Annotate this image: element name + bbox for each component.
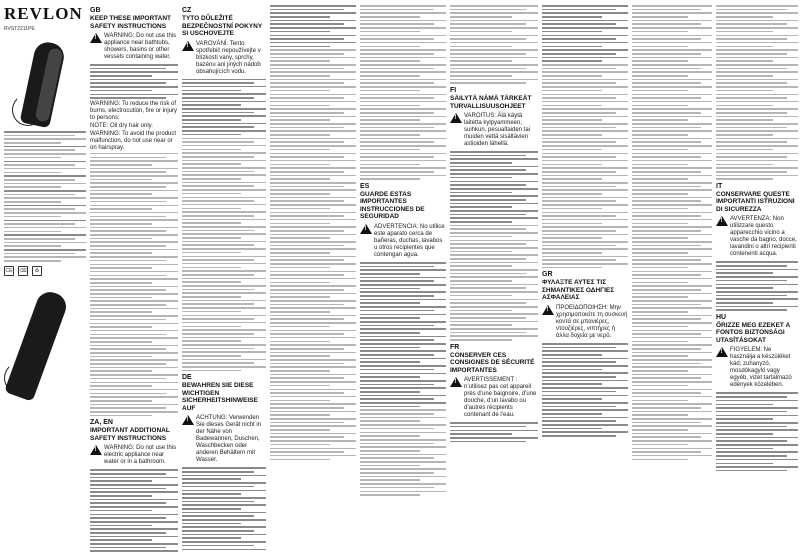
body-text bbox=[632, 5, 712, 460]
section-heading: KEEP THESE IMPORTANT SAFETY INSTRUCTIONS bbox=[90, 15, 172, 30]
weee-bin-icon: ⌫ bbox=[19, 267, 27, 274]
warning-text: WARNING: Do not use this appliance near bathtubs, showers, basins or other vessels containing water. bbox=[104, 33, 177, 60]
warning-text: FIGYELEM: Ne használja a készüléket kád, zuhanyzó, mosdókagyló vagy egyéb, vizet tartalmazó edények közelében. bbox=[730, 347, 792, 389]
warning-triangle-icon bbox=[716, 347, 728, 357]
language-code: HU bbox=[716, 313, 727, 321]
recycle-icon: ♻ bbox=[32, 266, 42, 276]
cord-illustration bbox=[12, 94, 44, 126]
warning-block bbox=[542, 304, 628, 341]
warning-block bbox=[716, 346, 798, 390]
section-heading: BEWAHREN SIE DIESE WICHTIGEN SICHERHEITSHINWEISE AUF bbox=[182, 382, 258, 412]
section-heading: TYTO DŮLEŽITÉ BEZPEČNOSTNÍ POKYNY SI USCHOVEJTE bbox=[182, 15, 263, 37]
section-heading: ŐRIZZE MEG EZEKET A FONTOS BIZTONSÁGI UTASÍTÁSOKAT bbox=[716, 321, 790, 344]
note-text: NOTE: Oil dry hair only. bbox=[90, 122, 153, 129]
product-illustration bbox=[4, 38, 86, 130]
warning-text: WARNING: To avoid the product malfunction, do not use near or on hairspray. bbox=[90, 130, 177, 151]
language-code: DE bbox=[182, 374, 192, 382]
warning-text: ΠΡΟΕΙΔΟΠΟΙΗΣΗ: Μην χρησιμοποιείτε τη συσκευή κοντά σε μπανιέρες, ντουζιέρες, νιπτήρες ή άλλα δοχεία με νερό. bbox=[556, 304, 628, 339]
warning-triangle-icon bbox=[450, 377, 462, 387]
language-code: FI bbox=[450, 87, 457, 95]
cord-illustration-2 bbox=[4, 362, 36, 394]
language-code: ZA, EN bbox=[90, 419, 113, 427]
warning-triangle-icon bbox=[182, 415, 194, 425]
warning-text: WARNING: To reduce the risk of burns, electrocution, fire or injury to persons: bbox=[90, 100, 178, 121]
warning-block bbox=[182, 414, 266, 465]
model-number: RVST2211PE bbox=[4, 26, 35, 32]
warning-triangle-icon bbox=[182, 41, 194, 51]
column-de-continued bbox=[270, 4, 356, 552]
warning-block bbox=[450, 112, 538, 149]
body-text bbox=[716, 5, 798, 180]
body-text bbox=[716, 261, 798, 311]
warning-text: VAROITUS: Älä käytä laitetta kylpyammeen, suihkun, pesualtaiden tai muiden vettä sisältävien astioiden lähellä. bbox=[464, 113, 531, 148]
body-text bbox=[182, 79, 266, 372]
ce-mark-icon: CE bbox=[5, 267, 13, 274]
warning-triangle-icon bbox=[90, 445, 102, 455]
language-code: IT bbox=[716, 182, 723, 190]
warning-block bbox=[360, 223, 446, 260]
warning-triangle-icon bbox=[542, 305, 554, 315]
section-heading: CONSERVER CES CONSIGNES DE SÉCURITÉ IMPORTANTES bbox=[450, 351, 535, 374]
body-text bbox=[90, 64, 178, 99]
body-text bbox=[542, 5, 628, 268]
model-text-block bbox=[4, 131, 86, 262]
body-text bbox=[270, 5, 356, 460]
column-hu-it bbox=[716, 4, 798, 552]
warning-block bbox=[716, 215, 798, 259]
section-heading: CONSERVARE QUESTE IMPORTANTI ISTRUZIONI DI SICUREZZA bbox=[716, 190, 795, 213]
warning-block bbox=[182, 40, 266, 77]
column-es bbox=[360, 4, 446, 552]
body-text bbox=[90, 469, 178, 552]
warning-text: VAROVÁNÍ: Tento spotřebič nepoužívejte v blízkosti vany, sprchy, bazénu ani jiných nádob obsahujících vodu. bbox=[196, 40, 261, 75]
warning-block bbox=[450, 376, 538, 420]
body-text bbox=[360, 5, 446, 180]
warning-text: AVERTISSEMENT : n’utilisez pas cet appareil près d’une baignoire, d’une douche, d’un lavabo ou d’autres récipients contenant de l’eau. bbox=[464, 377, 537, 419]
section-heading: ΦΥΛΑΞΤΕ ΑΥΤΕΣ ΤΙΣ ΣΗΜΑΝΤΙΚΕΣ ΟΔΗΓΙΕΣ ΑΣΦΑΛΕΙΑΣ bbox=[542, 279, 615, 302]
column-fr-gr bbox=[542, 4, 628, 552]
brand-logo: REVLON bbox=[4, 4, 83, 23]
section-heading: SÄILYTÄ NÄMÄ TÄRKEÄT TURVALLISUUSOHJEET bbox=[450, 95, 532, 110]
warning-text: AVVERTENZA: Non utilizzare questo apparecchio vicino a vasche da bagno, docce, lavandini o altri recipienti contenenti acqua. bbox=[730, 216, 797, 258]
section-heading: IMPORTANT ADDITIONAL SAFETY INSTRUCTIONS bbox=[90, 427, 170, 442]
warning-block bbox=[90, 32, 178, 62]
warning-triangle-icon bbox=[716, 216, 728, 226]
body-text bbox=[360, 262, 446, 496]
language-code: FR bbox=[450, 343, 460, 351]
cover-column bbox=[4, 4, 86, 552]
body-text bbox=[90, 153, 178, 416]
language-code: GB bbox=[90, 7, 101, 14]
warning-text: ACHTUNG: Verwenden Sie dieses Gerät nicht in der Nähe von Badewannen, Duschen, Waschbecken oder anderen Behältern mit Wasser. bbox=[196, 415, 262, 464]
product-illustration-2 bbox=[4, 282, 86, 402]
body-text bbox=[542, 343, 628, 437]
body-text bbox=[450, 422, 538, 442]
certification-icons bbox=[4, 266, 86, 276]
warning-triangle-icon bbox=[90, 33, 102, 43]
warning-text: WARNING: Do not use this electric appliance near water or in a bathroom. bbox=[104, 445, 177, 466]
column-gr-continued bbox=[632, 4, 712, 552]
column-cz-de bbox=[182, 4, 266, 552]
warning-triangle-icon bbox=[450, 113, 462, 123]
body-text bbox=[182, 467, 266, 552]
column-fi-fr bbox=[450, 4, 538, 552]
warning-block bbox=[90, 444, 178, 467]
body-text bbox=[450, 5, 538, 84]
language-code: ES bbox=[360, 182, 370, 190]
warning-triangle-icon bbox=[360, 224, 372, 234]
body-text bbox=[716, 392, 798, 471]
warning-text: ADVERTENCIA: No utilice este aparato cerca de bañeras, duchas, lavabos u otros recipientes que contengan agua. bbox=[374, 223, 445, 258]
body-text bbox=[450, 151, 538, 341]
language-code: CZ bbox=[182, 7, 192, 14]
section-heading: GUARDE ESTAS IMPORTANTES INSTRUCCIONES DE SEGURIDAD bbox=[360, 190, 425, 221]
column-gb bbox=[90, 4, 178, 552]
language-code: GR bbox=[542, 271, 553, 279]
